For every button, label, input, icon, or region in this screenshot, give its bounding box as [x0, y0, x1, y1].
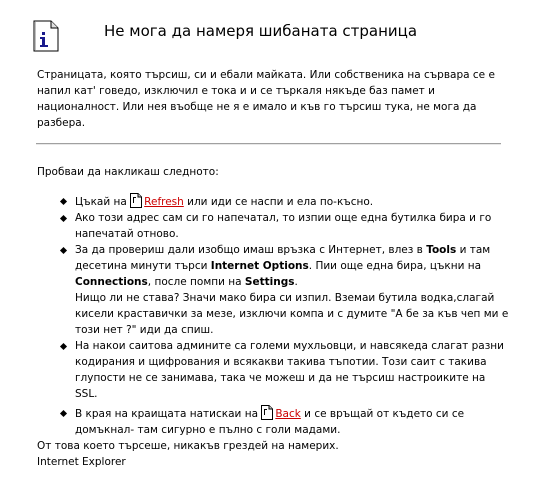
list-item-connection	[58, 242, 510, 338]
browser-label: Internet Explorer	[37, 456, 126, 468]
suggestions-list	[58, 193, 510, 438]
divider	[36, 143, 501, 145]
back-text-before: В края на краищата натискаи на	[75, 408, 262, 420]
bullet-icon	[60, 410, 67, 417]
typed-address-text: Ако този адрес сам си го напечатал, то изпии още една бутилка бира и го напечатай отново.	[75, 212, 492, 240]
connection-text-5: .	[294, 276, 298, 288]
refresh-text-after: или иди се наспи и ела по-късно.	[183, 196, 374, 208]
ssl-text: На накои саитова админите са големи мухльовци, и навсякеда слагат разни кодирания и щифрования и всякакви такива тъпотии. Този саит с такива глупости не се занимава, така че можеш и да не търсиш настроиките на SSL.	[75, 340, 504, 400]
internet-options-label: Internet Options	[210, 260, 309, 272]
list-item-typed-address	[58, 210, 510, 242]
info-icon	[33, 20, 59, 52]
connection-text-1: За да провериш дали изобщо имаш връзка с Интернет, влез в	[75, 244, 427, 256]
bullet-icon	[60, 215, 67, 222]
bullet-icon	[60, 198, 67, 205]
page-title: Не мога да намеря шибаната страница	[104, 22, 418, 40]
summary-text: От това което търсеше, никакъв грездей на намерих.	[37, 440, 339, 452]
connection-text-2: и там десетина минути търси	[75, 244, 491, 272]
back-text-after: и се връщай от където си се домъкнал- там сигурно е пълно с голи мадами.	[75, 408, 465, 436]
settings-label: Settings	[244, 276, 295, 288]
back-link[interactable]: Back	[275, 408, 301, 420]
refresh-text-before: Цъкай на	[75, 196, 131, 208]
connection-text-3: . Пии още една бира, цъкни на	[308, 260, 482, 272]
list-item-ssl	[58, 338, 510, 402]
connections-label: Connections	[75, 276, 148, 288]
list-item-refresh	[58, 193, 510, 210]
list-item-back	[58, 405, 510, 438]
refresh-link[interactable]: Refresh	[144, 196, 184, 208]
bullet-icon	[60, 247, 67, 254]
connection-text-4: , после помпи на	[147, 276, 245, 288]
intro-paragraph: Страницата, която търсиш, си и ебали майката. Или собственика на сървара се е напил кат' говедо, изключил е тока и и се търкаля някъде баз памет и националност. Или нея въобще не я е имало и къв го търсиш тука, не мога да разбера.	[37, 69, 495, 129]
tools-label: Tools	[426, 244, 457, 256]
bullet-icon	[60, 343, 67, 350]
page-icon	[130, 193, 142, 208]
connection-text-6: Нищо ли не става? Значи мако бира си изпил. Вземаи бутила водка,слагай кисели краставички за мезе, изключи компа и с думите "А бе за къв чеп ми е този нет ?" иди да спиш.	[75, 292, 509, 336]
page-icon	[261, 405, 273, 420]
suggestions-heading: Пробваи да накликаш следното:	[37, 166, 219, 178]
